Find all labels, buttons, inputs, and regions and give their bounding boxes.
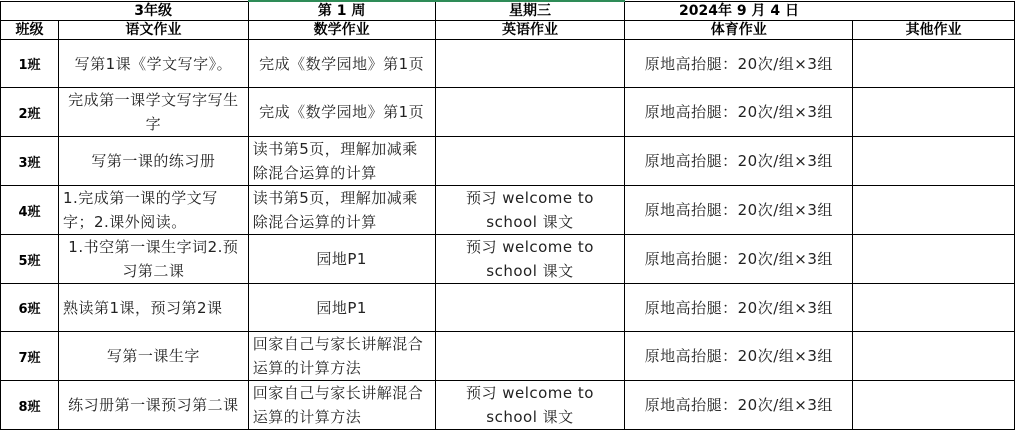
- cell-math: 回家自己与家长讲解混合运算的计算方法: [248, 381, 435, 430]
- date-cell: 2024年 9 月 4 日: [625, 1, 853, 21]
- cell-english: [435, 332, 625, 381]
- cell-class: 4班: [1, 186, 59, 235]
- cell-pe: 原地高抬腿：20次/组×3组: [625, 88, 853, 137]
- cell-math: 读书第5页，理解加减乘除混合运算的计算: [248, 137, 435, 186]
- cell-other: [853, 235, 1015, 284]
- title-row: [1, 1, 1015, 21]
- cell-math: 完成《数学园地》第1页: [248, 40, 435, 88]
- week-cell: 第 1 周: [248, 1, 435, 21]
- cell-class: 3班: [1, 137, 59, 186]
- cell-english: 预习 welcome to school 课文: [435, 381, 625, 430]
- cell-chinese: 练习册第一课预习第二课: [58, 381, 248, 430]
- table-row: [1, 137, 1015, 186]
- cell-other: [853, 186, 1015, 235]
- cell-class: 1班: [1, 40, 59, 88]
- table-row: [1, 40, 1015, 88]
- title-right-spacer: [853, 1, 1015, 21]
- cell-math: 读书第5页，理解加减乘除混合运算的计算: [248, 186, 435, 235]
- cell-class: 2班: [1, 88, 59, 137]
- cell-english: [435, 88, 625, 137]
- col-header-math: 数学作业: [248, 21, 435, 40]
- cell-other: [853, 332, 1015, 381]
- cell-pe: 原地高抬腿：20次/组×3组: [625, 40, 853, 88]
- table-row: [1, 332, 1015, 381]
- cell-pe: 原地高抬腿：20次/组×3组: [625, 137, 853, 186]
- cell-pe: 原地高抬腿：20次/组×3组: [625, 332, 853, 381]
- col-header-pe: 体育作业: [625, 21, 853, 40]
- cell-other: [853, 284, 1015, 332]
- cell-pe: 原地高抬腿：20次/组×3组: [625, 284, 853, 332]
- cell-pe: 原地高抬腿：20次/组×3组: [625, 235, 853, 284]
- cell-english: [435, 40, 625, 88]
- cell-english: 预习 welcome to school 课文: [435, 186, 625, 235]
- cell-class: 5班: [1, 235, 59, 284]
- cell-chinese: 写第一课生字: [58, 332, 248, 381]
- cell-pe: 原地高抬腿：20次/组×3组: [625, 186, 853, 235]
- table-row: [1, 284, 1015, 332]
- cell-other: [853, 381, 1015, 430]
- col-header-other: 其他作业: [853, 21, 1015, 40]
- table-row: [1, 186, 1015, 235]
- col-header-chinese: 语文作业: [58, 21, 248, 40]
- cell-math: 回家自己与家长讲解混合运算的计算方法: [248, 332, 435, 381]
- cell-other: [853, 40, 1015, 88]
- cell-english: [435, 284, 625, 332]
- grade-cell: 3年级: [58, 1, 248, 21]
- col-header-class: 班级: [1, 21, 59, 40]
- cell-english: [435, 137, 625, 186]
- cell-english: 预习 welcome to school 课文: [435, 235, 625, 284]
- cell-class: 6班: [1, 284, 59, 332]
- title-left-spacer: [1, 1, 59, 21]
- cell-chinese: 1.完成第一课的学文写字；2.课外阅读。: [58, 186, 248, 235]
- cell-other: [853, 137, 1015, 186]
- cell-pe: 原地高抬腿：20次/组×3组: [625, 381, 853, 430]
- col-header-english: 英语作业: [435, 21, 625, 40]
- cell-chinese: 1.书空第一课生字词2.预习第二课: [58, 235, 248, 284]
- table-row: [1, 235, 1015, 284]
- table-row: [1, 381, 1015, 430]
- cell-chinese: 熟读第1课，预习第2课: [58, 284, 248, 332]
- cell-class: 8班: [1, 381, 59, 430]
- cell-math: 完成《数学园地》第1页: [248, 88, 435, 137]
- table-row: [1, 88, 1015, 137]
- cell-math: 园地P1: [248, 284, 435, 332]
- cell-chinese: 写第1课《学文写字》。: [58, 40, 248, 88]
- cell-other: [853, 88, 1015, 137]
- cell-class: 7班: [1, 332, 59, 381]
- cell-math: 园地P1: [248, 235, 435, 284]
- column-header-row: [1, 21, 1015, 40]
- weekday-cell: 星期三: [435, 1, 625, 21]
- cell-chinese: 完成第一课学文写字写生字: [58, 88, 248, 137]
- cell-chinese: 写第一课的练习册: [58, 137, 248, 186]
